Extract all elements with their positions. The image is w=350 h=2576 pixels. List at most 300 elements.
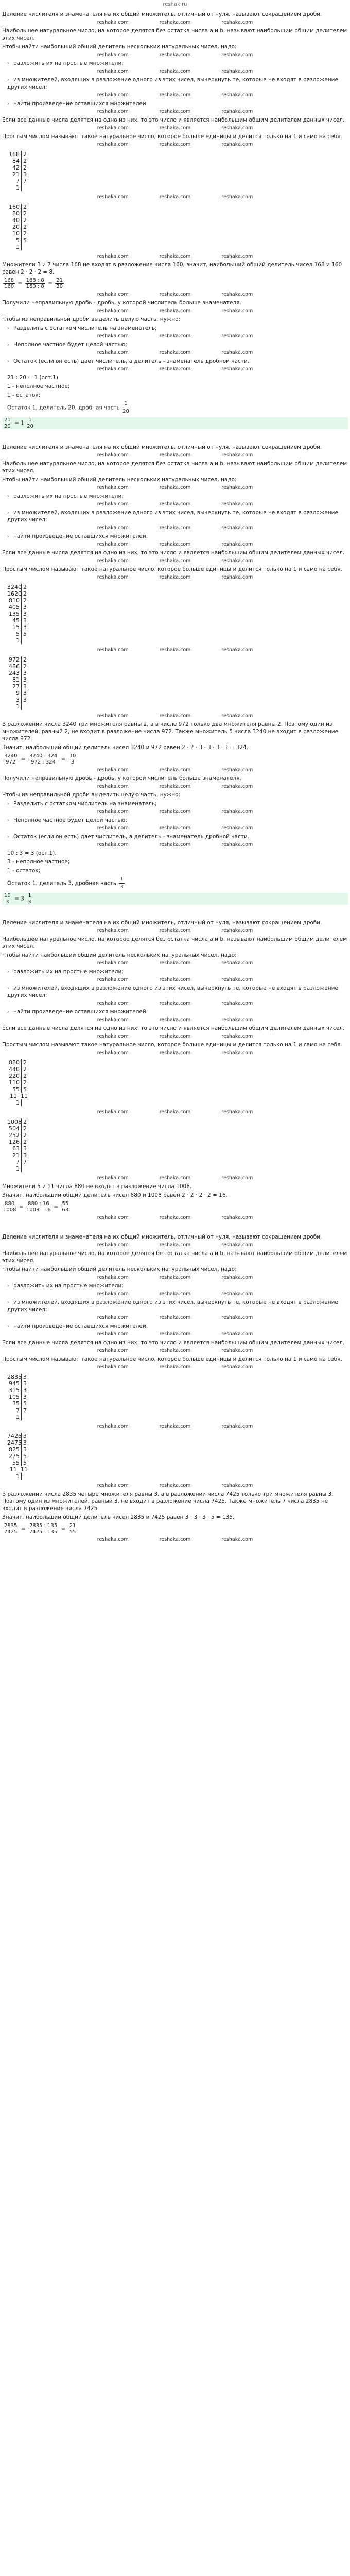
fraction-numerator: 168 : 8 [26, 278, 44, 283]
factor-row [7, 1139, 28, 1145]
factor-number: 168 [7, 151, 22, 158]
watermark: reshaka.com [159, 1348, 191, 1353]
watermark: reshaka.com [97, 1109, 129, 1115]
watermark-row [2, 1483, 348, 1489]
watermark: reshaka.com [221, 253, 253, 259]
fraction [3, 278, 15, 290]
definition-text: Наибольшее натуральное число, на которое делятся без остатка числа a и b, называют наибольшим общим делителем этих чисел. [2, 1250, 347, 1264]
definition-text: Простым числом называют такое натуральное число, которое больше единицы и делится только на 1 и само на себя. [2, 133, 342, 140]
list-item: › разложить их на простые множители; [7, 60, 124, 66]
factor-row [7, 1407, 28, 1414]
bullet-icon: › [7, 510, 10, 516]
watermark: reshaka.com [97, 647, 129, 653]
watermark: reshaka.com [159, 92, 191, 98]
watermark: reshaka.com [97, 928, 129, 934]
fraction-denominator: 972 [6, 759, 16, 765]
watermark: reshaka.com [221, 809, 253, 815]
watermark: reshaka.com [221, 92, 253, 98]
factor-number: 1008 [7, 1118, 22, 1125]
factor-number: 3240 [7, 584, 22, 590]
factor-number: 1 [7, 637, 22, 644]
factor-row [7, 217, 28, 224]
list-item: › найти произведение оставшихся множителей. [7, 1323, 148, 1329]
watermark: reshaka.com [159, 1050, 191, 1056]
watermark: reshaka.com [97, 784, 129, 789]
result-text: В разложении числа 2835 четыре множителя равны 3, а в разложении числа 7425 только три множителя равны 3. Поэтому один из множителей, равный 3, не входит в разложение числа 7425. Также множитель 7 числа 2835 не входит в разложение числа 7425. [2, 1491, 334, 1512]
watermark: reshaka.com [221, 1331, 253, 1337]
factor-row [7, 624, 28, 631]
factorization-table [7, 584, 28, 644]
factor-divisor: 2 [23, 210, 27, 217]
fraction-numerator: 2835 [4, 1523, 18, 1529]
watermark: reshaka.com [97, 142, 129, 147]
watermark: reshaka.com [97, 350, 129, 355]
list-item: › Неполное частное будет целой частью; [7, 342, 127, 348]
watermark-row [2, 784, 348, 790]
factor-row [7, 158, 28, 164]
watermark: reshaka.com [159, 713, 191, 719]
definition-text: Деление числителя и знаменателя на их общий множитель, отличный от нуля, называют сокращением дроби. [2, 1234, 322, 1240]
factor-row [7, 244, 28, 250]
watermark: reshaka.com [221, 20, 253, 25]
definition-text: Деление числителя и знаменателя на их общий множитель, отличный от нуля, называют сокращением дроби. [2, 444, 322, 450]
watermark: reshaka.com [159, 1315, 191, 1320]
list-item: › из множителей, входящих в разложение одного из этих чисел, вычеркнуть те, которые не входят в разложение других чисел; [7, 1299, 338, 1313]
watermark: reshaka.com [159, 1364, 191, 1370]
watermark: reshaka.com [159, 194, 191, 200]
watermark: reshaka.com [97, 825, 129, 831]
watermark: reshaka.com [159, 1242, 191, 1248]
fraction [3, 893, 12, 905]
watermark: reshaka.com [159, 1423, 191, 1429]
gcd-text: Значит, наибольший общий делитель чисел 3240 и 972 равен 2 · 2 · 3 · 3 · 3 · 3 = 324. [2, 744, 249, 751]
division-note: 1 - остаток; [7, 392, 41, 398]
factor-divisor: 3 [23, 1433, 27, 1439]
factor-number: 135 [7, 611, 22, 617]
factor-number: 1620 [7, 590, 22, 597]
watermark-row [2, 1175, 348, 1181]
bullet-icon: › [7, 533, 10, 539]
watermark-row [2, 525, 348, 531]
watermark: reshaka.com [221, 767, 253, 773]
definition-text: Если все данные числа делятся на одно из них, то это число и является наибольшим общим делителем данных чисел. [2, 1340, 345, 1346]
factor-divisor: 2 [23, 151, 27, 158]
definition-text: Чтобы найти наибольший общий делитель нескольких натуральных чисел, надо: [2, 952, 237, 958]
factor-divisor: 2 [23, 656, 27, 663]
watermark: reshaka.com [97, 842, 129, 848]
list-item: › разложить их на простые множители; [7, 493, 124, 499]
definition-text: Наибольшее натуральное число, на которое делятся без остатка числа a и b, называют наибольшим общим делителем этих чисел. [2, 936, 347, 950]
watermark: reshaka.com [97, 308, 129, 314]
list-item: › Разделить с остатком числитель на знаменатель; [7, 801, 157, 807]
factor-divisor [22, 637, 23, 644]
watermark: reshaka.com [221, 485, 253, 490]
definition-text: Простым числом называют такое натуральное число, которое больше единицы и делится только на 1 и само на себя. [2, 566, 342, 572]
answer: Остаток 1, делитель 20, дробная часть $\frac{1}{20}$ [7, 401, 129, 414]
watermark: reshaka.com [159, 1109, 191, 1115]
watermark-row [2, 809, 348, 815]
watermark: reshaka.com [159, 842, 191, 848]
fraction-denominator: 3 [28, 899, 31, 905]
fraction [27, 893, 32, 905]
definition-text: Чтобы найти наибольший общий делитель нескольких натуральных чисел, надо: [2, 477, 237, 483]
factor-divisor: 2 [23, 1066, 27, 1073]
watermark-row [2, 1109, 348, 1115]
watermark: reshaka.com [97, 1348, 129, 1353]
bullet-icon: › [7, 985, 10, 991]
factor-row [7, 224, 28, 230]
watermark-row [2, 452, 348, 459]
factor-number: 405 [7, 604, 22, 611]
factor-row [7, 184, 28, 191]
watermark: reshaka.com [97, 809, 129, 815]
spacer [2, 1543, 348, 1552]
watermark: reshaka.com [221, 713, 253, 719]
fraction-numerator: 1 [122, 400, 129, 408]
factor-number: 1 [7, 1165, 22, 1172]
fraction-reduction: $\frac{3240}{972}$ = $\frac{3240 : 324}{972 : 324}$ = $\frac{10}{3}$ [4, 753, 76, 765]
factor-row [7, 1099, 28, 1106]
fraction [3, 1523, 18, 1535]
factor-number: 486 [7, 663, 22, 670]
watermark: reshaka.com [221, 501, 253, 507]
list-item: › Остаток (если он есть) дает числитель, а делитель - знаменатель дробной части. [7, 834, 250, 840]
factor-number: 7 [7, 178, 22, 184]
fraction-denominator: 3 [6, 899, 9, 905]
factor-number: 40 [7, 217, 22, 224]
list-item: › Остаток (если он есть) дает числитель, а делитель - знаменатель дробной части. [7, 358, 250, 364]
watermark: reshaka.com [221, 142, 253, 147]
factor-row [7, 230, 28, 237]
fraction-denominator: 20 [56, 284, 63, 290]
bullet-icon: › [7, 1299, 10, 1306]
bullet-icon: › [7, 1009, 10, 1015]
watermark: reshaka.com [97, 1215, 129, 1221]
factor-number: 504 [7, 1125, 22, 1132]
factor-row [7, 1145, 28, 1152]
fraction-numerator: 21 [56, 278, 63, 283]
watermark-row [2, 1364, 348, 1370]
factor-divisor [22, 184, 23, 191]
factor-divisor: 11 [21, 1093, 28, 1099]
factor-number: 1 [7, 1414, 22, 1420]
watermark-row [2, 350, 348, 356]
watermark: reshaka.com [97, 1423, 129, 1429]
factor-divisor: 2 [23, 1073, 27, 1079]
factor-row [7, 590, 28, 597]
fraction-denominator: 1008 : 16 [26, 1207, 51, 1213]
factor-number: 243 [7, 670, 22, 676]
watermark: reshaka.com [97, 194, 129, 200]
watermark: reshaka.com [221, 109, 253, 114]
watermark: reshaka.com [97, 767, 129, 773]
watermark: reshaka.com [221, 825, 253, 831]
watermark: reshaka.com [97, 541, 129, 547]
solution-section [2, 11, 348, 440]
fraction-numerator: 168 [4, 278, 14, 283]
watermark-row [2, 92, 348, 98]
watermark: reshaka.com [97, 292, 129, 297]
watermark: reshaka.com [97, 1331, 129, 1337]
factor-divisor: 3 [23, 1439, 27, 1446]
watermark: reshaka.com [159, 525, 191, 531]
factor-divisor: 2 [23, 1079, 27, 1086]
fraction-denominator: 20 [122, 409, 129, 414]
watermark: reshaka.com [159, 1001, 191, 1006]
list-item: › найти произведение оставшихся множителей. [7, 1009, 148, 1015]
factor-divisor [22, 244, 23, 250]
fraction-denominator: 160 : 8 [26, 284, 44, 290]
fraction [27, 417, 33, 429]
watermark: reshaka.com [159, 825, 191, 831]
fraction-denominator: 55 [69, 1529, 76, 1535]
watermark: reshaka.com [221, 784, 253, 789]
watermark-row [2, 1315, 348, 1321]
factor-divisor: 2 [23, 1139, 27, 1145]
watermark: reshaka.com [97, 1537, 129, 1543]
fraction-denominator: 3 [120, 884, 124, 890]
factorization-table [7, 151, 28, 191]
watermark-row [2, 767, 348, 773]
factor-divisor: 2 [23, 590, 27, 597]
factor-divisor [22, 1099, 23, 1106]
watermark: reshaka.com [159, 784, 191, 789]
factor-number: 252 [7, 1132, 22, 1139]
watermark: reshaka.com [221, 1109, 253, 1115]
watermark: reshaka.com [221, 1050, 253, 1056]
fraction-denominator: 7425 [4, 1529, 18, 1535]
factor-number: 825 [7, 1446, 22, 1453]
factor-number: 105 [7, 1394, 22, 1400]
definition-text: Если все данные числа делятся на одно из них, то это число и является наибольшим общим делителем данных чисел. [2, 1025, 345, 1031]
factor-divisor [22, 1473, 23, 1480]
watermark: reshaka.com [221, 1348, 253, 1353]
watermark: reshaka.com [97, 125, 129, 131]
fraction [28, 753, 58, 765]
factor-divisor: 3 [23, 1145, 27, 1152]
watermark: reshaka.com [159, 1537, 191, 1543]
definition-text: Чтобы найти наибольший общий делитель нескольких натуральных чисел, надо: [2, 1266, 237, 1273]
spacer [2, 907, 348, 916]
factorization-table [7, 1118, 28, 1172]
factor-number: 9 [7, 690, 22, 697]
fraction-numerator: 3240 [4, 753, 18, 759]
definition-text: Чтобы найти наибольший общий делитель нескольких натуральных чисел, надо: [2, 44, 237, 50]
factor-row [7, 597, 28, 604]
watermark: reshaka.com [97, 1050, 129, 1056]
definition-text: Чтобы из неправильной дроби выделить целую часть, нужно: [2, 316, 181, 323]
factor-number: 55 [7, 1460, 22, 1466]
factor-number: 880 [7, 1059, 22, 1066]
factor-divisor: 2 [23, 217, 27, 224]
watermark-row [2, 1423, 348, 1430]
definition-text: Получили неправильную дробь - дробь, у которой числитель больше знаменателя. [2, 300, 241, 306]
watermark: reshaka.com [97, 485, 129, 490]
bullet-icon: › [7, 801, 10, 807]
watermark: reshaka.com [159, 452, 191, 458]
factor-row [7, 1439, 28, 1446]
factor-row [7, 1086, 28, 1093]
fraction-reduction: $\frac{2835}{7425}$ = $\frac{2835 : 135}{7425 : 135}$ = $\frac{21}{55}$ [4, 1523, 76, 1535]
factor-divisor: 3 [23, 611, 27, 617]
watermark: reshaka.com [97, 1001, 129, 1006]
factor-divisor: 5 [23, 237, 27, 244]
watermark-row [2, 558, 348, 564]
watermark: reshaka.com [221, 1033, 253, 1039]
factor-row [7, 1132, 28, 1139]
factor-number: 7 [7, 1407, 22, 1414]
definition-text: Если все данные числа делятся на одно из них, то это число и является наибольшим общим делителем данных чисел. [2, 550, 345, 556]
factor-row [7, 1446, 28, 1453]
fraction-numerator: 1 [28, 893, 31, 899]
watermark: reshaka.com [221, 292, 253, 297]
watermark: reshaka.com [221, 1242, 253, 1248]
watermark: reshaka.com [221, 1483, 253, 1488]
watermark: reshaka.com [159, 52, 191, 58]
gcd-text: Значит, наибольший общий делитель чисел 880 и 1008 равен 2 · 2 · 2 · 2 = 16. [2, 1192, 228, 1198]
watermark: reshaka.com [221, 1315, 253, 1320]
watermark: reshaka.com [159, 1175, 191, 1181]
final-answer: $\frac{21}{20}$ = 1 $\frac{1}{20}$ [2, 417, 348, 429]
watermark-row [2, 292, 348, 298]
watermark: reshaka.com [159, 69, 191, 74]
watermark: reshaka.com [97, 333, 129, 339]
factor-row [7, 1374, 28, 1380]
watermark: reshaka.com [97, 1315, 129, 1320]
factor-row [7, 690, 28, 697]
fraction-denominator: 1008 [3, 1207, 16, 1213]
factor-row [7, 697, 28, 703]
watermark-row [2, 842, 348, 848]
watermark: reshaka.com [221, 69, 253, 74]
factor-divisor: 3 [23, 617, 27, 624]
definition-text: Деление числителя и знаменателя на их общий множитель, отличный от нуля, называют сокращением дроби. [2, 11, 322, 18]
factor-row [7, 631, 28, 637]
watermark: reshaka.com [159, 1331, 191, 1337]
watermark: reshaka.com [159, 253, 191, 259]
list-item: › найти произведение оставшихся множителей. [7, 533, 148, 539]
bullet-icon: › [7, 969, 10, 975]
list-item: › найти произведение оставшихся множителей. [7, 100, 148, 107]
site-header[interactable]: reshak.ru [163, 2, 187, 7]
factor-row [7, 1400, 28, 1407]
watermark-row [2, 142, 348, 148]
fraction-numerator: 1 [119, 876, 124, 884]
watermark-row [2, 52, 348, 58]
watermark: reshaka.com [97, 1483, 129, 1488]
factor-divisor: 3 [23, 624, 27, 631]
factor-row [7, 1473, 28, 1480]
watermark: reshaka.com [221, 928, 253, 934]
watermark: reshaka.com [159, 350, 191, 355]
factor-row [7, 1066, 28, 1073]
factor-divisor: 2 [23, 663, 27, 670]
factor-row [7, 656, 28, 663]
watermark: reshaka.com [221, 541, 253, 547]
watermark: reshaka.com [221, 308, 253, 314]
watermark: reshaka.com [97, 1033, 129, 1039]
watermark-row [2, 125, 348, 131]
watermark: reshaka.com [221, 452, 253, 458]
fraction-numerator: 1 [27, 417, 33, 423]
watermark: reshaka.com [97, 366, 129, 372]
factor-number: 3 [7, 697, 22, 703]
factor-divisor: 2 [23, 204, 27, 210]
fraction-denominator: 972 : 324 [31, 759, 56, 765]
factor-divisor: 5 [23, 1400, 27, 1407]
factor-number: 160 [7, 204, 22, 210]
factor-divisor: 2 [23, 1118, 27, 1125]
factor-number: 7425 [7, 1433, 22, 1439]
bullet-icon: › [7, 1283, 10, 1289]
watermark: reshaka.com [221, 647, 253, 653]
factor-row [7, 210, 28, 217]
watermark-row [2, 194, 348, 200]
watermark: reshaka.com [159, 574, 191, 580]
factor-row [7, 676, 28, 683]
watermark: reshaka.com [159, 928, 191, 934]
final-answer: $\frac{10}{3}$ = 3 $\frac{1}{3}$ [2, 893, 348, 905]
watermark: reshaka.com [159, 1275, 191, 1280]
factor-number: 35 [7, 1400, 22, 1407]
fraction [26, 1201, 51, 1213]
watermark-row [2, 1291, 348, 1297]
factor-number: 11 [7, 1093, 19, 1099]
factor-number: 2475 [7, 1439, 22, 1446]
factor-number: 972 [7, 656, 22, 663]
factor-divisor: 3 [23, 690, 27, 697]
factor-number: 27 [7, 683, 22, 690]
factor-number: 810 [7, 597, 22, 604]
factor-number: 7 [7, 1159, 22, 1165]
watermark: reshaka.com [221, 333, 253, 339]
watermark: reshaka.com [97, 109, 129, 114]
watermark: reshaka.com [221, 1215, 253, 1221]
factor-divisor: 11 [21, 1466, 28, 1473]
factor-row [7, 663, 28, 670]
watermark: reshaka.com [221, 574, 253, 580]
watermark: reshaka.com [97, 1175, 129, 1181]
watermark: reshaka.com [159, 1215, 191, 1221]
factor-divisor: 3 [23, 1152, 27, 1159]
fraction [119, 876, 124, 891]
factor-row [7, 1466, 28, 1473]
watermark: reshaka.com [221, 977, 253, 982]
factor-number: 126 [7, 1139, 22, 1145]
watermark: reshaka.com [221, 1423, 253, 1429]
watermark: reshaka.com [97, 1017, 129, 1023]
watermark: reshaka.com [97, 253, 129, 259]
factor-divisor: 3 [23, 670, 27, 676]
watermark-row [2, 1001, 348, 1007]
watermark: reshaka.com [159, 142, 191, 147]
watermark: reshaka.com [221, 1291, 253, 1297]
bullet-icon: › [7, 342, 10, 348]
factor-divisor: 3 [23, 1387, 27, 1394]
watermark: reshaka.com [159, 333, 191, 339]
factor-number: 81 [7, 676, 22, 683]
factor-number: 45 [7, 617, 22, 624]
factor-divisor: 7 [23, 1407, 27, 1414]
fraction-numerator: 21 [69, 1523, 76, 1529]
fraction-numerator: 880 [3, 1201, 16, 1207]
factor-number: 1 [7, 1099, 22, 1106]
factor-row [7, 1159, 28, 1165]
watermark: reshaka.com [159, 960, 191, 966]
factor-divisor: 3 [23, 1394, 27, 1400]
factor-row [7, 1453, 28, 1460]
watermark: reshaka.com [221, 1017, 253, 1023]
